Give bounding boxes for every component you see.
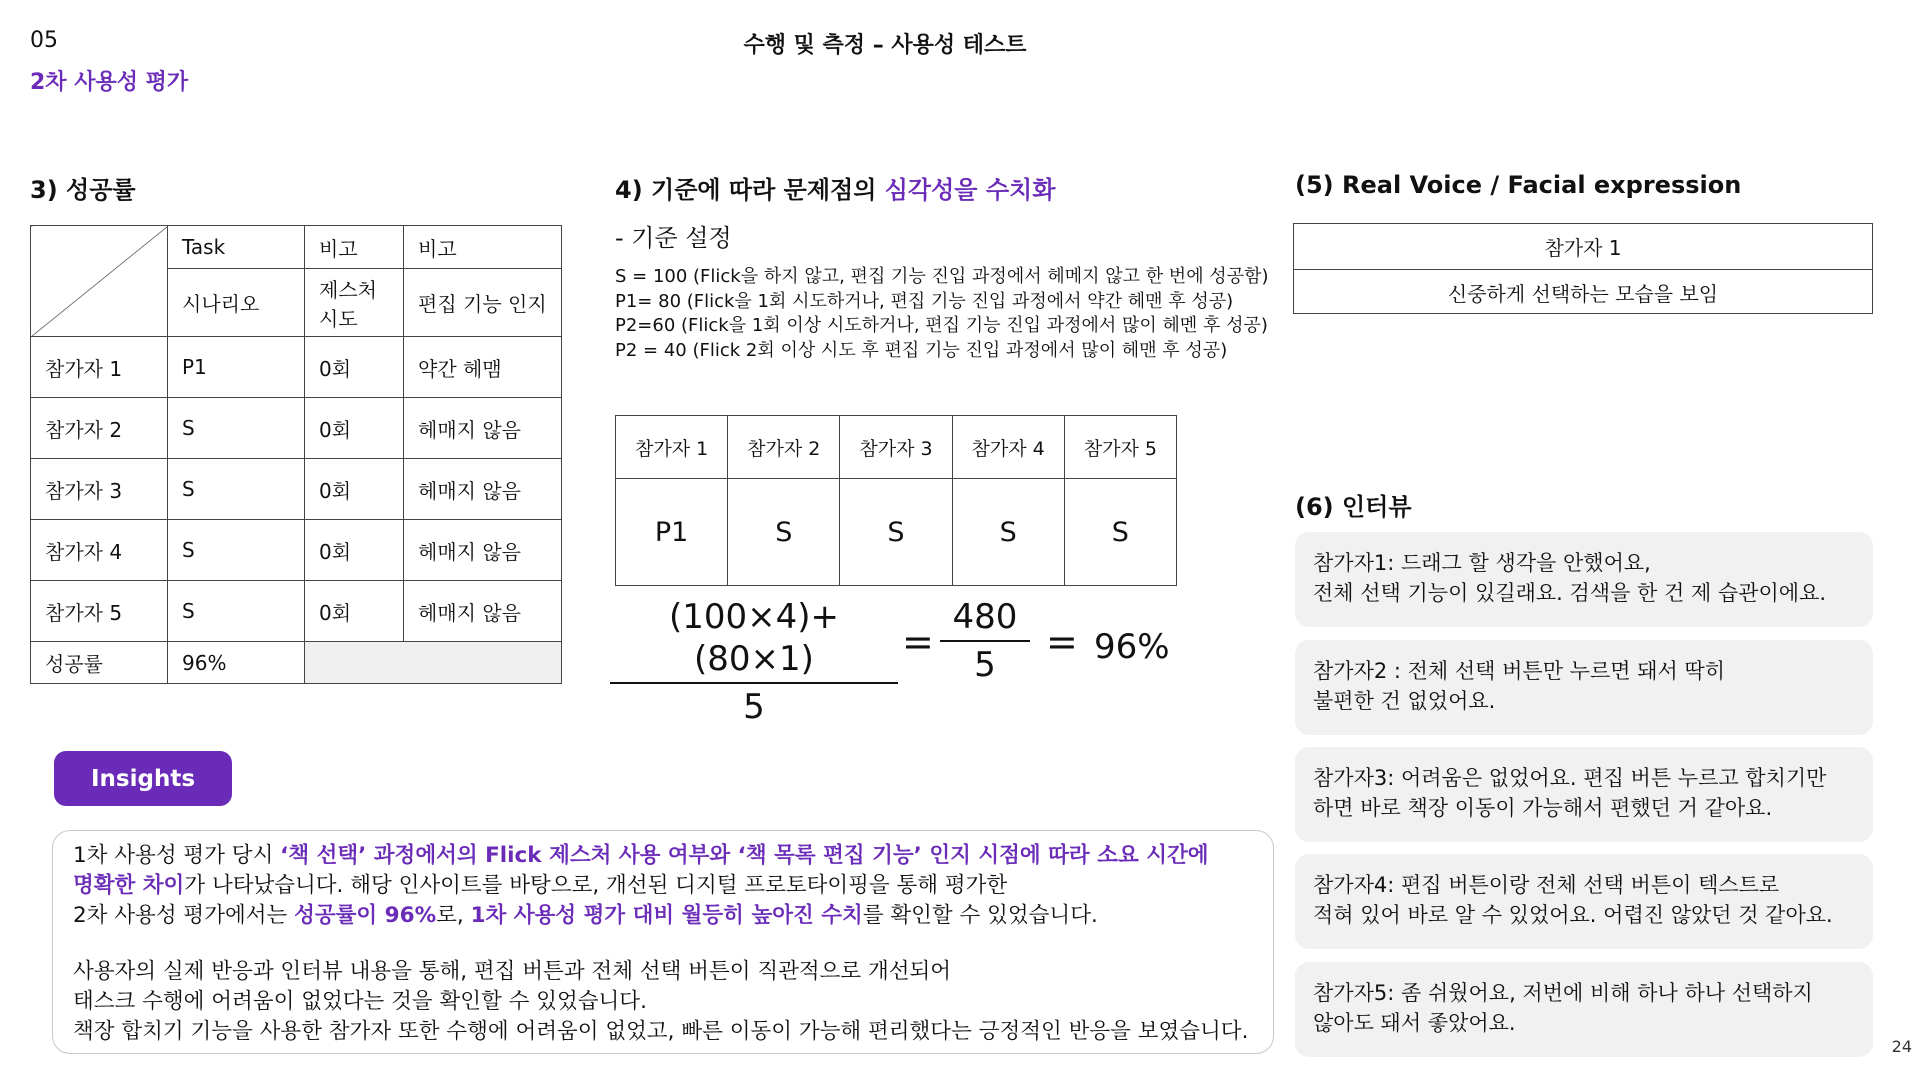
realvoice-box [1293,223,1873,314]
grade-cell: S [952,479,1064,586]
gesture-cell: 0회 [305,520,404,581]
formula-fraction-2 [940,596,1030,686]
table-header: 비고 [404,226,562,269]
insights-text: 가 나타났습니다. 해당 인사이트를 바탕으로, 개선된 디지털 프로토타이핑을 통해 평가한 [184,873,1008,898]
edit-cell: 약간 헤맴 [404,337,562,398]
insights-highlight: 1차 사용성 평가 대비 월등히 높아진 수치 [470,903,863,928]
table-header: 제스처 시도 [305,269,404,337]
table-row [31,459,562,520]
table-header: 시나리오 [168,269,305,337]
gesture-cell: 0회 [305,398,404,459]
participant-header: 참가자 3 [840,416,952,479]
interview-text: 전체 선택 기능이 있길래요. 검색을 한 건 제 습관이에요. [1313,581,1827,605]
insights-text: 책장 합치기 기능을 사용한 참가자 또한 수행에 어려움이 없었고, 빠른 이동이 가능해 편리했다는 긍정적인 반응을 보였습니다. [73,1019,1249,1044]
interview-text: 하면 바로 책장 이동이 가능해서 편했던 거 같아요. [1313,796,1773,820]
scenario-cell: S [168,581,305,642]
participant-header: 참가자 2 [728,416,840,479]
insights-box [52,830,1274,1054]
severity-heading [615,170,1055,205]
equals-sign: = [902,620,934,664]
insights-text: 1차 사용성 평가 당시 [73,843,281,868]
page-subtitle: 2차 사용성 평가 [30,70,189,95]
grade-cell: S [1064,479,1176,586]
insights-highlight: 성공률이 96% [294,903,437,928]
participant-cell: 참가자 1 [31,337,168,398]
interview-card [1295,962,1873,1057]
table-row [31,581,562,642]
interview-text: 참가자3: 어려움은 없었어요. 편집 버튼 누르고 합치기만 [1313,766,1827,790]
interview-text: 불편한 건 없었어요. [1313,689,1496,713]
insights-paragraph-1 [73,841,1253,931]
fraction-bar [940,640,1030,642]
realvoice-participant: 참가자 1 [1294,224,1872,270]
fraction-bar [610,682,898,684]
participant-header: 참가자 4 [952,416,1064,479]
interview-heading: (6) 인터뷰 [1295,493,1412,521]
formula-denominator: 5 [974,645,996,685]
success-rate-label: 성공률 [31,642,168,684]
gesture-cell: 0회 [305,337,404,398]
table-header: 편집 기능 인지 [404,269,562,337]
insights-highlight: ‘책 선택’ 과정에서의 Flick 제스처 사용 여부와 ‘책 목록 편집 기능’ 인지 시점에 따라 소요 시간에 [280,843,1209,868]
criteria-item: P2=60 (Flick을 1회 이상 시도하거나, 편집 기능 진입 과정에서 많이 헤멘 후 성공) [615,315,1268,336]
gesture-cell: 0회 [305,459,404,520]
interview-text: 참가자5: 좀 쉬웠어요, 저번에 비해 하나 하나 선택하지 [1313,981,1813,1005]
table-row [31,337,562,398]
table-row [31,398,562,459]
formula-numerator: 480 [952,597,1018,637]
interview-card [1295,640,1873,735]
participant-cell: 참가자 4 [31,520,168,581]
interview-text: 참가자2 : 전체 선택 버튼만 누르면 돼서 딱히 [1313,659,1726,683]
equals-sign: = [1046,620,1078,664]
section-number: 05 [30,28,58,53]
formula-result: 96% [1094,627,1170,667]
insights-text: 를 확인할 수 있었습니다. [862,903,1098,928]
participant-header: 참가자 1 [616,416,728,479]
insights-paragraph-2 [73,957,1253,1047]
criteria-list [615,265,1269,363]
interview-card [1295,532,1873,627]
grade-cell: P1 [616,479,728,586]
scenario-cell: S [168,459,305,520]
page-title: 수행 및 측정 – 사용성 테스트 [743,33,1027,58]
edit-cell: 헤매지 않음 [404,398,562,459]
formula-numerator: (100×4)+(80×1) [668,597,840,679]
insights-highlight: 명확한 차이 [73,873,185,898]
edit-cell: 헤매지 않음 [404,459,562,520]
participant-cell: 참가자 3 [31,459,168,520]
criteria-item: S = 100 (Flick을 하지 않고, 편집 기능 진입 과정에서 헤메지 않고 한 번에 성공함) [615,266,1269,287]
empty-cell [305,642,562,684]
participant-cell: 참가자 5 [31,581,168,642]
realvoice-observation: 신중하게 선택하는 모습을 보임 [1447,282,1719,306]
table-row [31,520,562,581]
interview-card [1295,854,1873,949]
insights-text: 태스크 수행에 어려움이 없었다는 것을 확인할 수 있었습니다. [73,989,647,1014]
table-header: 비고 [305,226,404,269]
scenario-cell: S [168,398,305,459]
edit-cell: 헤매지 않음 [404,520,562,581]
interview-text: 않아도 돼서 좋았어요. [1313,1011,1516,1035]
criteria-subheading: - 기준 설정 [615,224,732,252]
success-table [30,225,562,684]
page-number: 24 [1891,1037,1912,1056]
formula-fraction-1 [610,596,898,728]
edit-cell: 헤매지 않음 [404,581,562,642]
insights-text: 사용자의 실제 반응과 인터뷰 내용을 통해, 편집 버튼과 전체 선택 버튼이 직관적으로 개선되어 [73,959,952,984]
insights-text: 2차 사용성 평가에서는 [73,903,295,928]
scenario-cell: S [168,520,305,581]
interview-card [1295,747,1873,842]
table-header: Task [168,226,305,269]
insights-button[interactable]: Insights [54,751,232,806]
grade-cell: S [840,479,952,586]
formula-denominator: 5 [743,687,765,727]
severity-heading-highlight: 심각성을 수치화 [884,176,1056,204]
success-rate-value: 96% [168,642,305,684]
realvoice-heading: (5) Real Voice / Facial expression [1295,171,1742,199]
interview-text: 참가자1: 드래그 할 생각을 안했어요, [1313,551,1651,575]
participant-grade-table [615,415,1177,586]
insights-text: 로, [436,903,471,928]
gesture-cell: 0회 [305,581,404,642]
grade-cell: S [728,479,840,586]
success-rate-row [31,642,562,684]
success-heading: 3) 성공률 [30,176,136,204]
diagonal-cell [31,226,168,337]
participant-cell: 참가자 2 [31,398,168,459]
interview-text: 적혀 있어 바로 알 수 있었어요. 어렵진 않았던 것 같아요. [1313,903,1833,927]
interview-text: 참가자4: 편집 버튼이랑 전체 선택 버튼이 텍스트로 [1313,873,1780,897]
severity-heading-text: 4) 기준에 따라 문제점의 [615,176,885,204]
scenario-cell: P1 [168,337,305,398]
criteria-item: P2 = 40 (Flick 2회 이상 시도 후 편집 기능 진입 과정에서 많이 헤맨 후 성공) [615,339,1228,361]
criteria-item: P1= 80 (Flick을 1회 시도하거나, 편집 기능 진입 과정에서 약간 헤맨 후 성공) [615,290,1234,312]
participant-header: 참가자 5 [1064,416,1176,479]
